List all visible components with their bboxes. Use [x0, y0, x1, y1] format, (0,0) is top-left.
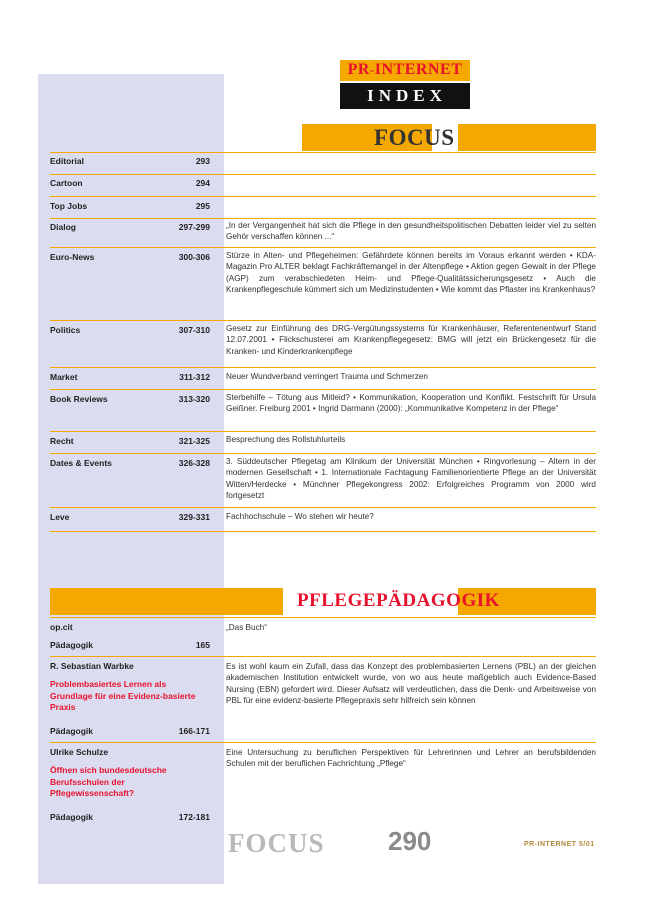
- pp-section-title-text: PFLEGEPÄDAGOGIK: [297, 590, 500, 611]
- row-rule: [50, 367, 596, 368]
- toc-description: [226, 456, 596, 502]
- toc-label-text: Euro-News: [50, 252, 95, 262]
- toc-label-text: Cartoon: [50, 178, 83, 188]
- toc-label-text: Recht: [50, 436, 74, 446]
- row-rule: [50, 389, 596, 390]
- toc-article-title: [50, 679, 200, 714]
- toc-pages: [128, 325, 210, 335]
- toc-description-text: Fachhochschule – Wo stehen wir heute?: [226, 512, 374, 521]
- toc-description: [226, 747, 596, 770]
- toc-pages: [128, 812, 210, 822]
- toc-pages: [128, 178, 210, 188]
- toc-label-text: Politics: [50, 325, 81, 335]
- row-rule: [50, 742, 596, 743]
- toc-label-text: Pädagogik: [50, 726, 93, 736]
- toc-article-title-text: Öffnen sich bundesdeutsche Berufsschulen der Pflegewissenschaft?: [50, 765, 167, 798]
- toc-pages-text: 166-171: [178, 726, 210, 736]
- toc-pages: [128, 726, 210, 736]
- toc-pages-text: 329-331: [178, 512, 210, 522]
- toc-label-text: Editorial: [50, 156, 85, 166]
- toc-label-text: Book Reviews: [50, 394, 108, 404]
- toc-pages-text: 311-312: [179, 372, 210, 382]
- toc-pages-text: 297-299: [178, 222, 210, 232]
- row-rule: [50, 152, 596, 153]
- toc-pages: [128, 372, 210, 382]
- toc-pages-text: 294: [195, 178, 210, 188]
- toc-author: [50, 747, 210, 759]
- toc-description: [226, 661, 596, 707]
- toc-description-text: Eine Untersuchung zu beruflichen Perspektiven für Lehrerinnen und Lehrer an berufsbildenden Schulen mit der beruflichen Fachrichtung „Pflege“: [226, 748, 596, 769]
- row-rule: [50, 247, 596, 248]
- toc-pages-text: 321-325: [178, 436, 210, 446]
- toc-label-text: Market: [50, 372, 78, 382]
- toc-article-title-text: Problembasiertes Lernen als Grundlage für eine Evidenz-basierte Praxis: [50, 679, 196, 712]
- footer-page-number-text: 290: [388, 826, 432, 856]
- toc-pages-text: 172-181: [178, 812, 210, 822]
- footer-section-name: [228, 828, 325, 859]
- toc-description: [226, 392, 596, 415]
- focus-section-title: [374, 125, 455, 151]
- row-rule: [50, 617, 596, 618]
- row-rule: [50, 320, 596, 321]
- toc-description-text: Sterbehilfe – Tötung aus Mitleid? • Kommunikation, Kooperation und Konflikt. Festschrift für Ursula Geißner. Freiburg 2001 • Ingrid Darmann (2000): „Kommunikative Kompetenz in der Pflege“: [226, 393, 596, 414]
- toc-pages: [128, 512, 210, 522]
- toc-pages: [128, 156, 210, 166]
- toc-description: [226, 622, 596, 633]
- masthead: [340, 60, 470, 109]
- row-rule: [50, 507, 596, 508]
- toc-description-text: Stürze in Alten- und Pflegeheimen: Gefährdete können bereits im Voraus erkannt werden • KDA-Magazin Pro ALTER beklagt Fachkräftemangel in der Altenpflege • Aktion gegen Gewalt in der Pflege (AGP) zum verabschiedeten Heim- und Pflege-Qualitätssicherungsgesetz • Auch die Krankenpflegeschule kümmert sich um Medizinstudenten • Wie kommt das Pflaster ins Krankenhaus?: [226, 251, 596, 295]
- masthead-index: [340, 83, 470, 109]
- focus-section-bar-right: [458, 124, 596, 151]
- toc-label-text: Pädagogik: [50, 812, 93, 822]
- toc-pages-text: 300-306: [178, 252, 210, 262]
- toc-pages-text: 307-310: [178, 325, 210, 335]
- toc-description: [226, 434, 596, 445]
- toc-pages-text: 165: [195, 640, 210, 650]
- toc-label-text: Dialog: [50, 222, 76, 232]
- row-rule: [50, 431, 596, 432]
- toc-label-text: Top Jobs: [50, 201, 88, 211]
- toc-pages-text: 295: [195, 201, 210, 211]
- toc-label-text: Leve: [50, 512, 70, 522]
- row-rule: [50, 174, 596, 175]
- toc-description-text: „Das Buch“: [226, 623, 267, 632]
- toc-label-text: Pädagogik: [50, 640, 93, 650]
- toc-pages: [128, 436, 210, 446]
- toc-pages-text: 313-320: [178, 394, 210, 404]
- toc-pages: [128, 252, 210, 262]
- toc-author-text: op.cit: [50, 622, 73, 632]
- focus-section-title-text: FOCUS: [374, 125, 455, 150]
- toc-pages-text: 326-328: [178, 458, 210, 468]
- toc-description-text: 3. Süddeutscher Pflegetag am Klinikum der Universität München • Ringvorlesung – Altern in der modernen Gesellschaft • 1. Internationale Fachtagung Familienorientierte Pflege an der Universität Witten/Herdecke • Münchner Pflegekongress 2002: Erfolgreiches Programm von 2000 wird fortgesetzt: [226, 457, 596, 501]
- toc-description-text: Gesetz zur Einführung des DRG-Vergütungssystems für Krankenhäuser, Referentenentwurf Stand 12.07.2001 • Flickschusterei am Krankenpflegegesetz: BMG will jetzt ein Brückengesetz für die Kranken- und Kinderkrankenpflege: [226, 324, 596, 356]
- row-rule: [50, 218, 596, 219]
- toc-description: [226, 323, 596, 357]
- masthead-brand: [340, 60, 470, 81]
- masthead-index-text: INDEX: [367, 86, 447, 105]
- toc-description: [226, 220, 596, 243]
- toc-pages: [128, 222, 210, 232]
- toc-article-title: [50, 765, 200, 800]
- footer-imprint-text: PR-INTERNET 5/01: [524, 841, 595, 848]
- footer-imprint: [524, 841, 595, 848]
- footer-section-name-text: FOCUS: [228, 828, 325, 858]
- toc-pages: [128, 201, 210, 211]
- masthead-brand-text: PR-INTERNET: [347, 61, 463, 78]
- row-rule: [50, 453, 596, 454]
- toc-author: [50, 622, 210, 634]
- pp-section-bar-left: [50, 588, 283, 615]
- row-rule: [50, 531, 596, 532]
- toc-description: [226, 250, 596, 296]
- toc-author-text: R. Sebastian Warbke: [50, 661, 134, 671]
- toc-author: [50, 661, 210, 673]
- toc-description-text: Besprechung des Rollstuhlurteils: [226, 435, 346, 444]
- footer-page-number: [388, 826, 431, 857]
- toc-description-text: Neuer Wundverband verringert Trauma und Schmerzen: [226, 372, 428, 381]
- toc-label-text: Dates & Events: [50, 458, 112, 468]
- toc-description-text: Es ist wohl kaum ein Zufall, dass das Konzept des problembasierten Lernens (PBL) an der gleichen akademischen Institution entwickelt wurde, von wo aus heute maßgeblich auch Evidence-Based Nursing (EBN) gefordert wird. Dieser Aufsatz will verdeutlichen, dass die Denk- und Arbeitsweise von PBL für eine evidenz-basierte Pflegepraxis sehr hilfreich sein können: [226, 662, 596, 706]
- toc-author-text: Ulrike Schulze: [50, 747, 109, 757]
- toc-pages: [128, 640, 210, 650]
- toc-description: [226, 511, 596, 522]
- toc-description: [226, 371, 596, 382]
- toc-pages: [128, 458, 210, 468]
- pp-section-title: [297, 590, 500, 612]
- toc-pages: [128, 394, 210, 404]
- row-rule: [50, 656, 596, 657]
- row-rule: [50, 196, 596, 197]
- toc-pages-text: 293: [195, 156, 210, 166]
- toc-description-text: „In der Vergangenheit hat sich die Pflege in den gesundheitspolitischen Debatten leider viel zu selten Gehör verschaffen können ...“: [226, 221, 596, 242]
